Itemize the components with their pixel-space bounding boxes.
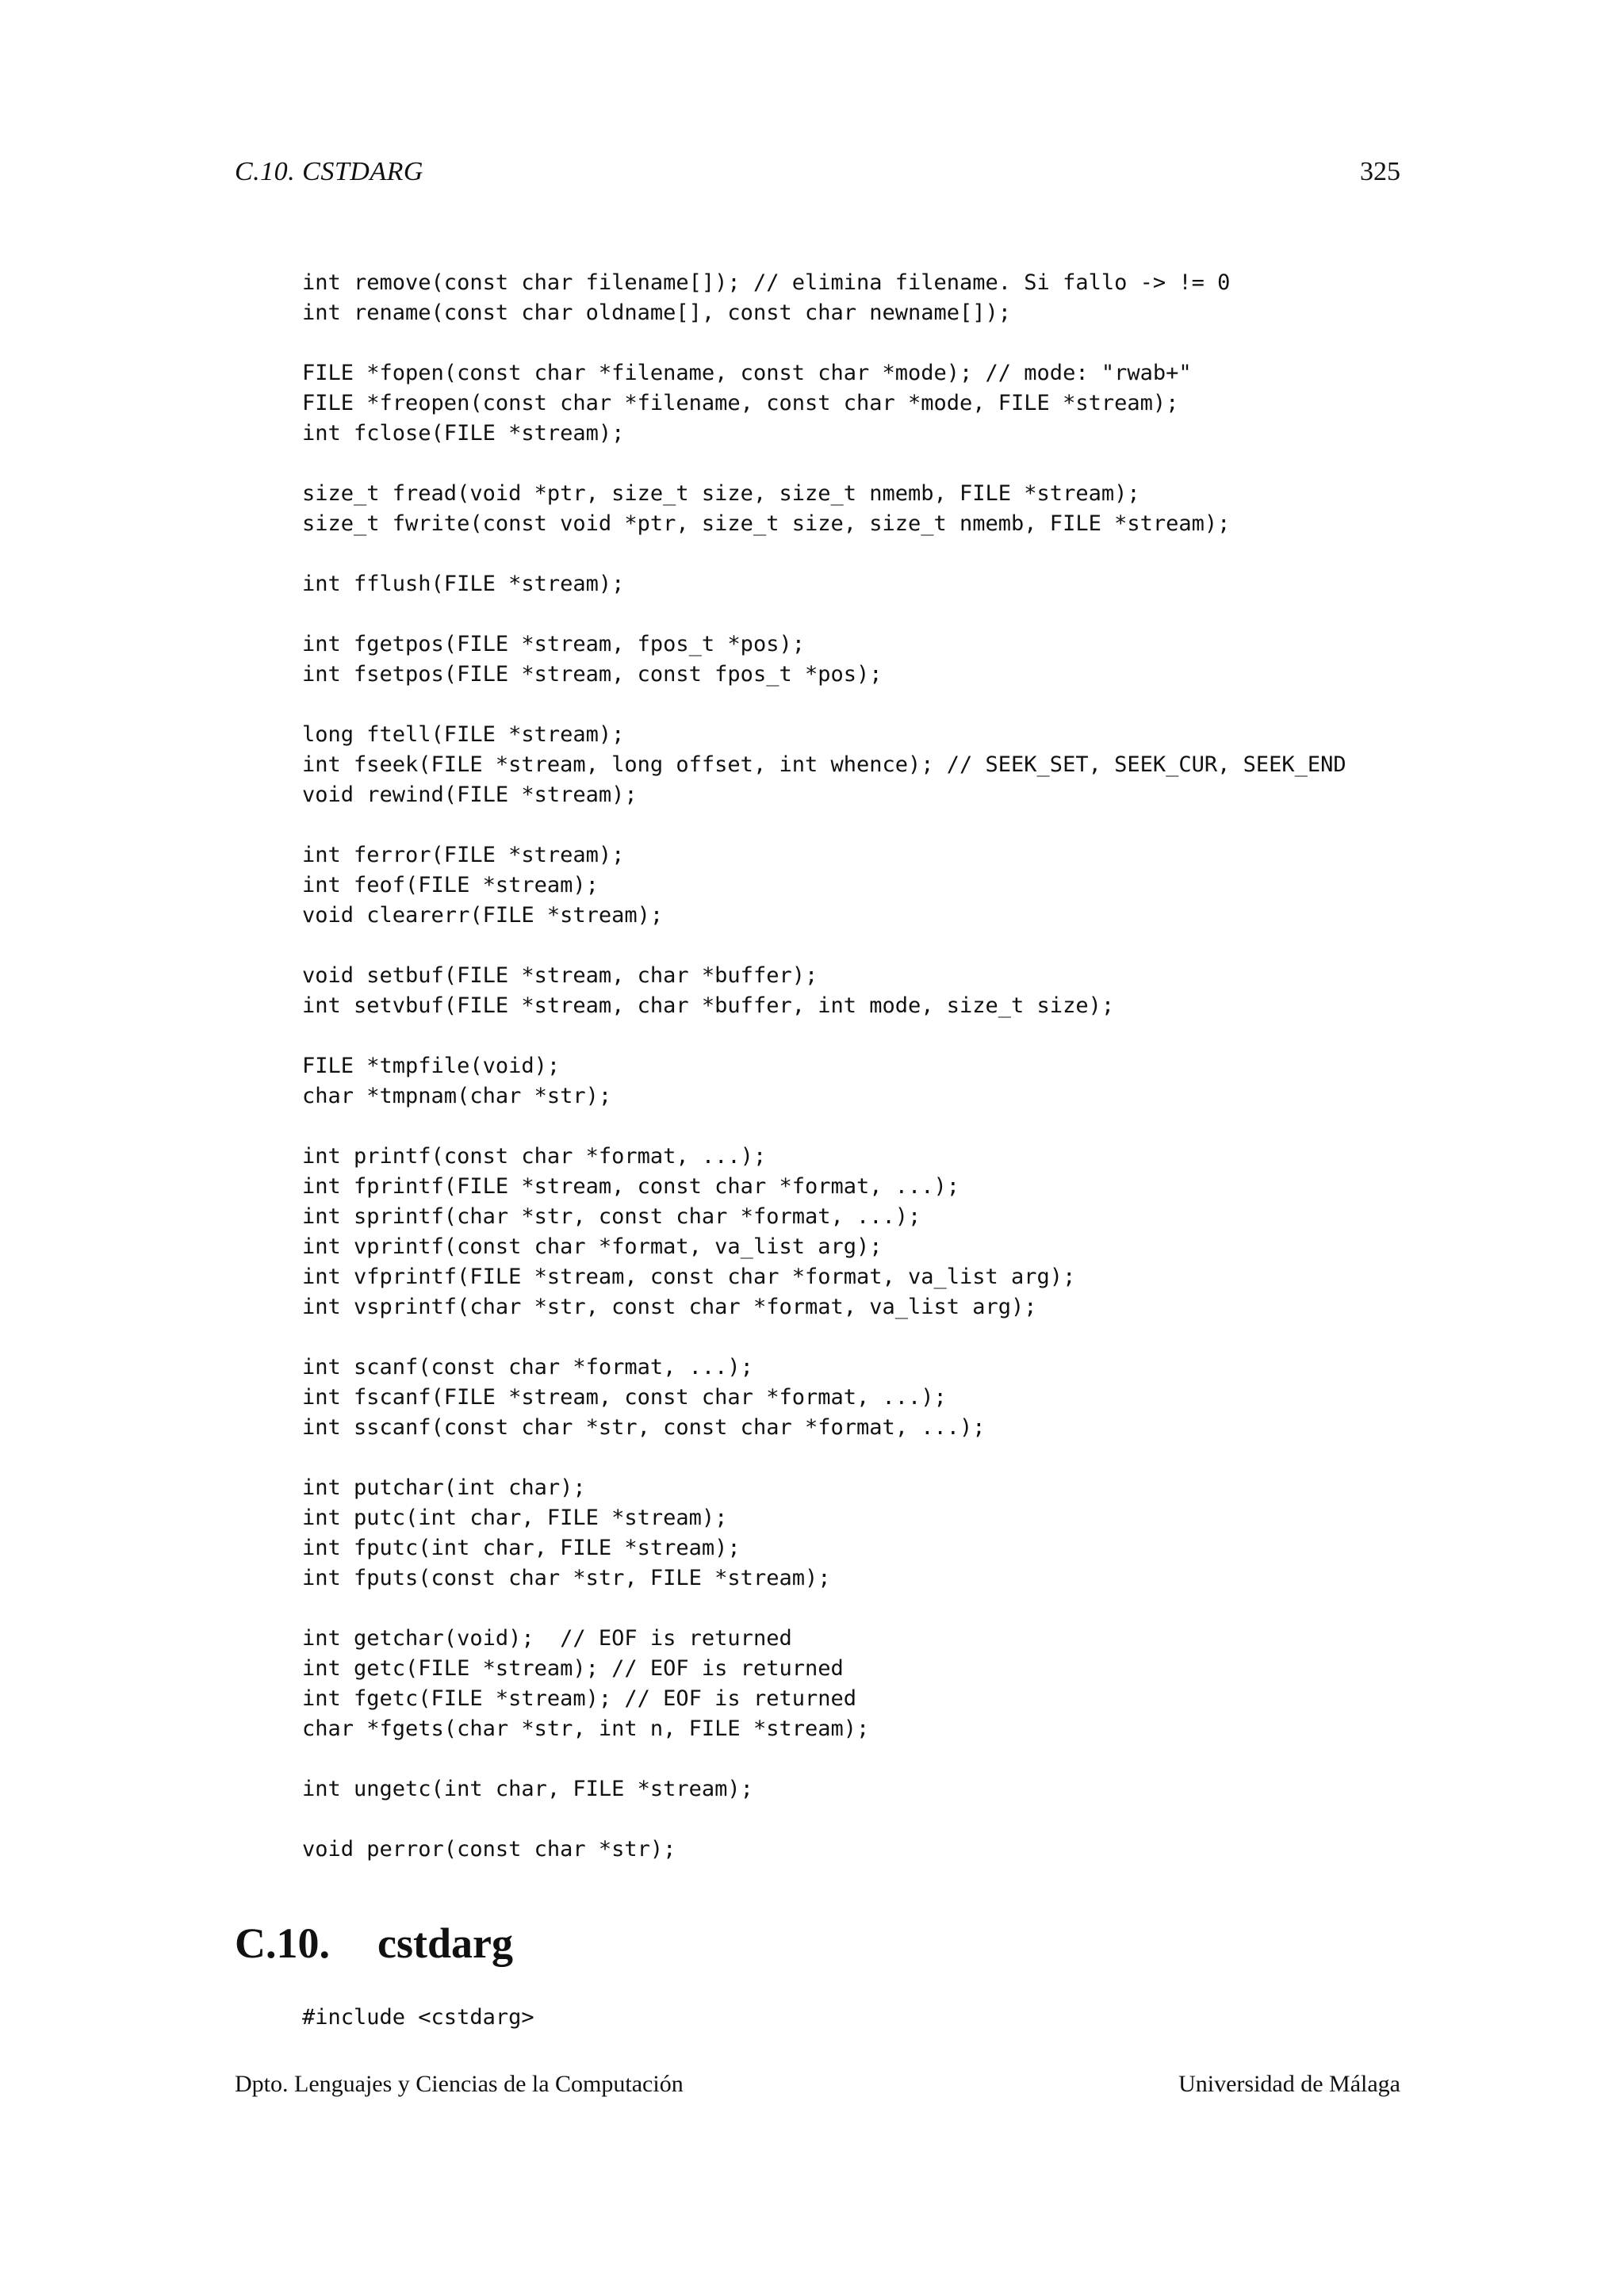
- code-line: char *fgets(char *str, int n, FILE *stream);: [302, 1716, 870, 1741]
- page-header: [235, 157, 1400, 197]
- code-line: int fscanf(FILE *stream, const char *format, ...);: [302, 1385, 947, 1410]
- code-group: [302, 720, 1412, 810]
- running-head: C.10. CSTDARG: [235, 157, 423, 186]
- code-line: int fclose(FILE *stream);: [302, 421, 625, 446]
- code-line: long ftell(FILE *stream);: [302, 722, 625, 747]
- code-group: [302, 1051, 1412, 1112]
- code-group: [302, 961, 1412, 1021]
- code-line: int printf(const char *format, ...);: [302, 1144, 767, 1169]
- code-group: [302, 1142, 1412, 1322]
- code-line: int fputs(const char *str, FILE *stream);: [302, 1566, 831, 1590]
- code-line: FILE *freopen(const char *filename, const char *mode, FILE *stream);: [302, 391, 1179, 415]
- code-line: int ungetc(int char, FILE *stream);: [302, 1777, 753, 1801]
- code-line: int setvbuf(FILE *stream, char *buffer, int mode, size_t size);: [302, 993, 1115, 1018]
- code-line: int vsprintf(char *str, const char *format, va_list arg);: [302, 1295, 1037, 1319]
- code-line: size_t fread(void *ptr, size_t size, size_t nmemb, FILE *stream);: [302, 481, 1140, 506]
- code-line: int remove(const char filename[]); // elimina filename. Si fallo -> != 0: [302, 270, 1231, 295]
- code-group: [302, 569, 1412, 599]
- code-line: int fputc(int char, FILE *stream);: [302, 1536, 741, 1560]
- code-group: [302, 1353, 1412, 1443]
- code-line: int getc(FILE *stream); // EOF is returned: [302, 1656, 844, 1681]
- code-line: int fgetc(FILE *stream); // EOF is returned: [302, 1686, 856, 1711]
- code-line: void setbuf(FILE *stream, char *buffer);: [302, 963, 818, 988]
- code-line: int fgetpos(FILE *stream, fpos_t *pos);: [302, 632, 805, 656]
- code-line: int fprintf(FILE *stream, const char *format, ...);: [302, 1174, 960, 1199]
- code-line: FILE *tmpfile(void);: [302, 1054, 561, 1078]
- include-directive: #include <cstdarg>: [302, 2005, 534, 2030]
- section-number: C.10.: [235, 1919, 330, 1967]
- code-line: int feof(FILE *stream);: [302, 873, 599, 897]
- code-line: int getchar(void); // EOF is returned: [302, 1626, 792, 1651]
- code-line: int sscanf(const char *str, const char *format, ...);: [302, 1415, 986, 1440]
- code-group: [302, 1473, 1412, 1594]
- code-line: int sprintf(char *str, const char *format, ...);: [302, 1204, 921, 1229]
- section-heading: [235, 1919, 513, 1968]
- code-listing: [302, 268, 1412, 1895]
- code-line: int fseek(FILE *stream, long offset, int whence); // SEEK_SET, SEEK_CUR, SEEK_END: [302, 752, 1346, 777]
- code-group: [302, 1624, 1412, 1744]
- code-group: [302, 358, 1412, 449]
- code-line: size_t fwrite(const void *ptr, size_t size, size_t nmemb, FILE *stream);: [302, 511, 1231, 536]
- code-line: int fflush(FILE *stream);: [302, 572, 625, 596]
- code-group: [302, 840, 1412, 931]
- code-group: [302, 268, 1412, 328]
- code-line: int fsetpos(FILE *stream, const fpos_t *pos);: [302, 662, 883, 687]
- code-group: [302, 1835, 1412, 1865]
- section-title: cstdarg: [377, 1919, 513, 1967]
- page-number: 325: [1360, 157, 1400, 186]
- footer-university: Universidad de Málaga: [1178, 2071, 1400, 2097]
- code-line: FILE *fopen(const char *filename, const char *mode); // mode: "rwab+": [302, 361, 1192, 385]
- code-line: char *tmpnam(char *str);: [302, 1084, 612, 1108]
- code-line: int vprintf(const char *format, va_list arg);: [302, 1234, 883, 1259]
- code-line: void clearerr(FILE *stream);: [302, 903, 664, 928]
- page-footer: [235, 2071, 1400, 2106]
- code-line: int rename(const char oldname[], const char newname[]);: [302, 300, 1012, 325]
- code-group: [302, 1774, 1412, 1804]
- code-line: int ferror(FILE *stream);: [302, 843, 625, 867]
- code-line: int vfprintf(FILE *stream, const char *format, va_list arg);: [302, 1265, 1076, 1289]
- code-line: int putchar(int char);: [302, 1475, 586, 1500]
- code-line: void perror(const char *str);: [302, 1837, 676, 1862]
- code-line: int scanf(const char *format, ...);: [302, 1355, 753, 1380]
- code-group: [302, 479, 1412, 539]
- footer-department: Dpto. Lenguajes y Ciencias de la Computación: [235, 2071, 684, 2097]
- code-group: [302, 629, 1412, 690]
- code-line: int putc(int char, FILE *stream);: [302, 1506, 728, 1530]
- code-line: void rewind(FILE *stream);: [302, 783, 638, 807]
